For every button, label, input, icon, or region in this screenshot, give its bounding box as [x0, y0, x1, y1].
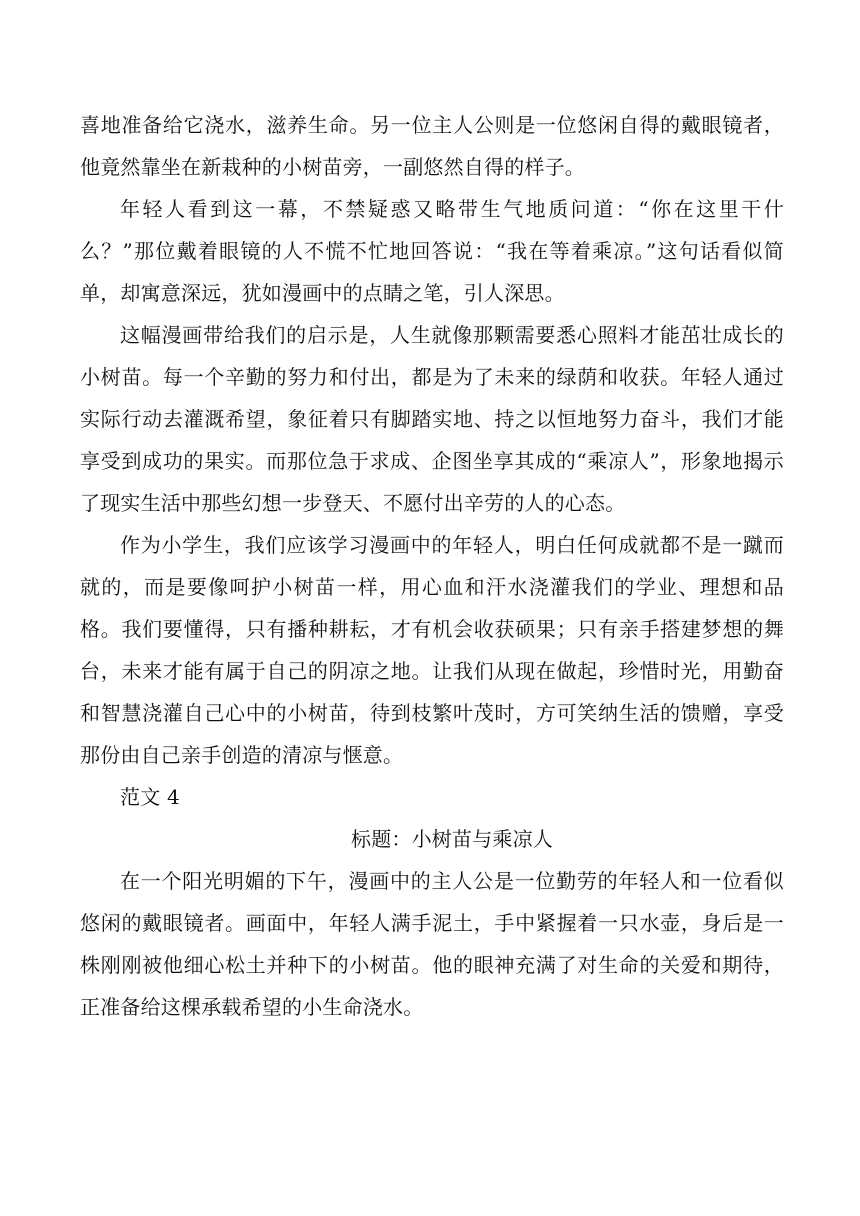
document-page: [80, 104, 784, 1028]
paragraph: 作为小学生，我们应该学习漫画中的年轻人，明白任何成就都不是一蹴而就的，而是要像呵护小树苗一样，用心血和汗水浇灌我们的学业、理想和品格。我们要懂得，只有播种耕耘，才有机会收获硕果；只有亲手搭建梦想的舞台，未来才能有属于自己的阴凉之地。让我们从现在做起，珍惜时光，用勤奋和智慧浇灌自己心中的小树苗，待到枝繁叶茂时，方可笑纳生活的馈赠，享受那份由自己亲手创造的清凉与惬意。: [80, 533, 784, 767]
paragraph-continuation: 喜地准备给它浇水，滋养生命。另一位主人公则是一位悠闲自得的戴眼镜者，他竟然靠坐在新栽种的小树苗旁，一副悠然自得的样子。: [80, 113, 784, 179]
section-label: 范文 4: [120, 785, 180, 809]
paragraph: 年轻人看到这一幕，不禁疑惑又略带生气地质问道：“你在这里干什么？”那位戴着眼镜的人不慌不忙地回答说：“我在等着乘凉。”这句话看似简单，却寓意深远，犹如漫画中的点睛之笔，引人深思。: [80, 197, 784, 305]
paragraph: 这幅漫画带给我们的启示是，人生就像那颗需要悉心照料才能茁壮成长的小树苗。每一个辛勤的努力和付出，都是为了未来的绿荫和收获。年轻人通过实际行动去灌溉希望，象征着只有脚踏实地、持之以恒地努力奋斗，我们才能享受到成功的果实。而那位急于求成、企图坐享其成的“乘凉人”，形象地揭示了现实生活中那些幻想一步登天、不愿付出辛劳的人的心态。: [80, 323, 784, 515]
paragraph: 在一个阳光明媚的下午，漫画中的主人公是一位勤劳的年轻人和一位看似悠闲的戴眼镜者。画面中，年轻人满手泥土，手中紧握着一只水壶，身后是一株刚刚被他细心松土并种下的小树苗。他的眼神充满了对生命的关爱和期待，正准备给这棵承载希望的小生命浇水。: [80, 869, 784, 1019]
section-title: 标题：小树苗与乘凉人: [351, 827, 553, 851]
